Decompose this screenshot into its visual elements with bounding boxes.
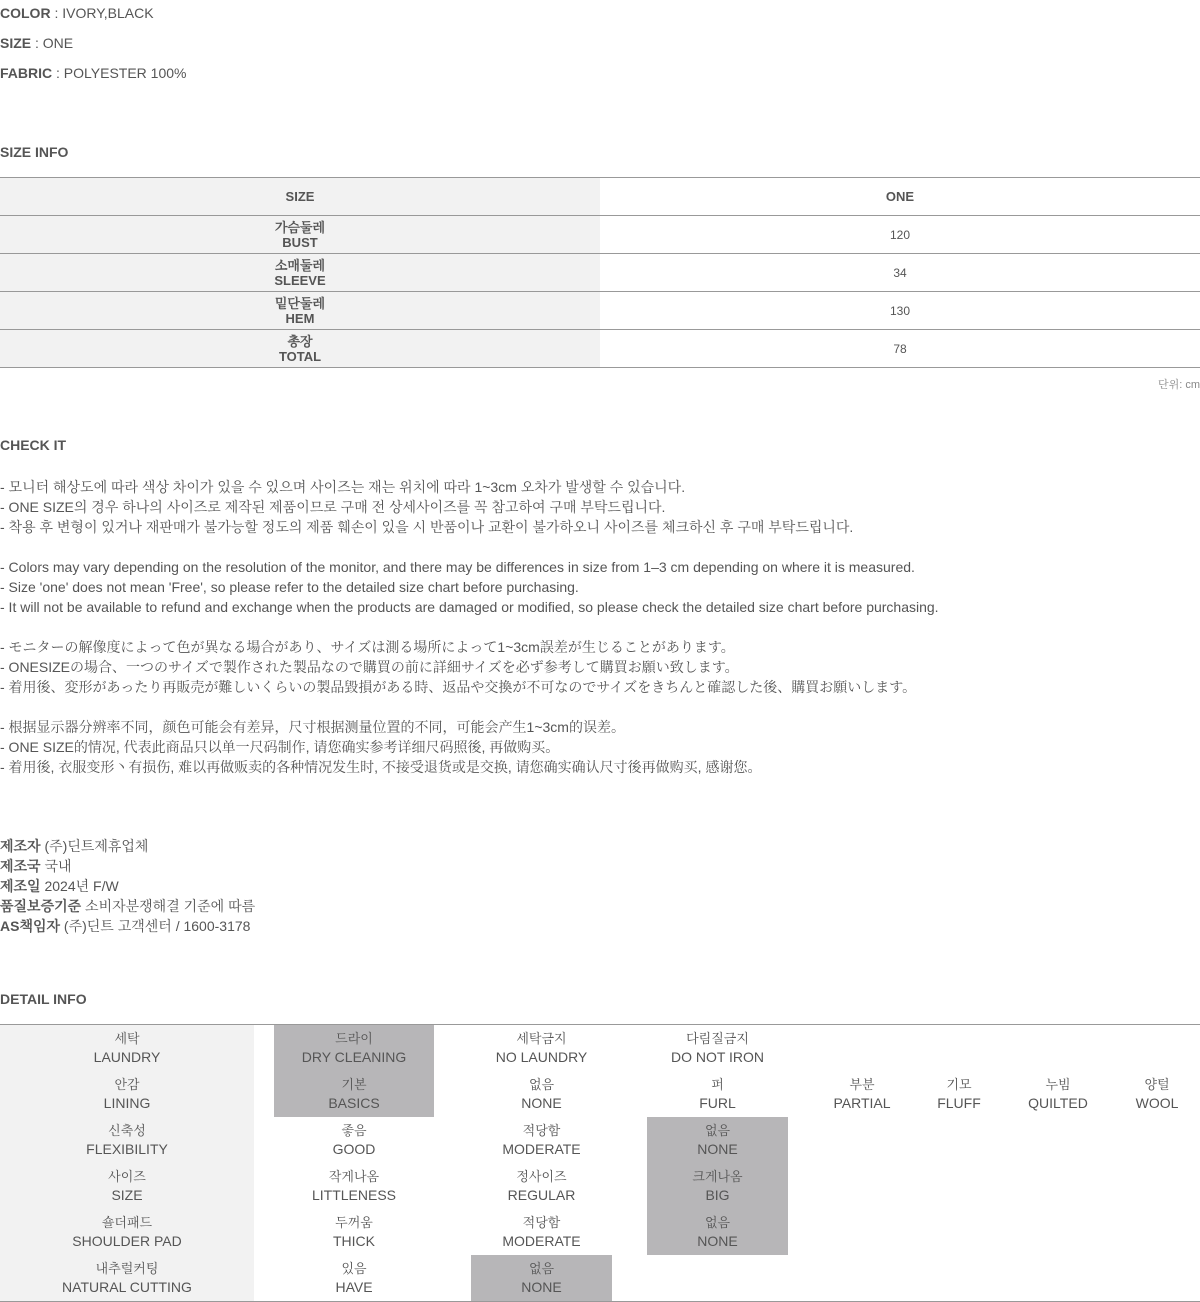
label-en: TOTAL bbox=[278, 348, 322, 364]
option-ko: 정사이즈 bbox=[516, 1169, 567, 1184]
option-ko: 작게나옴 bbox=[328, 1169, 380, 1184]
size-row-label bbox=[0, 254, 600, 291]
note-line: - It will not be available to refund and exchange when the products are damaged or modified, so please check the detailed size chart before purchasing. bbox=[0, 599, 939, 615]
size-row-label bbox=[0, 216, 600, 253]
option-en: REGULAR bbox=[507, 1187, 576, 1203]
option-en: MODERATE bbox=[502, 1141, 581, 1157]
option-ko: 누빔 bbox=[1045, 1077, 1071, 1092]
note-line: - 着用後、変形があったり再販売が難しいくらいの製品毀損がある時、返品や交換が不可なのでサイズをきちんと確認した後、購買お願いします。 bbox=[0, 679, 917, 695]
option-ko: 세탁금지 bbox=[516, 1031, 567, 1046]
size-row-total bbox=[0, 330, 1200, 368]
detail-option-selected bbox=[647, 1209, 788, 1255]
size-row-hem bbox=[0, 292, 1200, 330]
note-line: - Colors may vary depending on the resolution of the monitor, and there may be differences in size from 1–3 cm depending on where it is measured. bbox=[0, 559, 915, 575]
spec-size bbox=[0, 35, 73, 51]
spec-label: SIZE bbox=[0, 35, 32, 51]
spec-color bbox=[0, 5, 154, 21]
detail-option bbox=[1013, 1071, 1103, 1117]
label-ko: 총장 bbox=[287, 333, 313, 349]
option-en: THICK bbox=[333, 1233, 375, 1249]
maker-line bbox=[0, 896, 255, 916]
label-ko: 세탁 bbox=[114, 1031, 140, 1046]
spec-label: COLOR bbox=[0, 5, 51, 21]
detail-option bbox=[274, 1163, 434, 1209]
note-line: - 着用後, 衣服变形丶有损伤, 难以再做贩卖的各种情况发生时, 不接受退货或是交换, 请您确实确认尺寸後再做购买, 感谢您。 bbox=[0, 759, 762, 775]
option-ko: 없음 bbox=[528, 1077, 555, 1092]
option-ko: 다림질금지 bbox=[686, 1031, 749, 1046]
detail-row-label bbox=[0, 1163, 254, 1209]
option-ko: 없음 bbox=[704, 1215, 731, 1230]
size-row-value: 130 bbox=[889, 303, 911, 318]
maker-info bbox=[0, 836, 255, 936]
note-line: - モニターの解像度によって色が異なる場合があり、サイズは測る場所によって1~3cm誤差が生じることがあります。 bbox=[0, 639, 735, 655]
option-ko: 기모 bbox=[946, 1077, 972, 1092]
size-row-value: 120 bbox=[889, 227, 911, 242]
maker-label: 제조자 bbox=[0, 838, 41, 854]
maker-line bbox=[0, 856, 255, 876]
detail-option-selected bbox=[274, 1071, 434, 1117]
detail-row-label bbox=[0, 1071, 254, 1117]
detail-row-label bbox=[0, 1025, 254, 1071]
option-en: HAVE bbox=[335, 1279, 373, 1295]
note-line: - 根据显示器分辨率不同，颜色可能会有差异，尺寸根据测量位置的不同，可能会产生1~3cm的误差。 bbox=[0, 719, 625, 735]
maker-value: (주)딘트제휴업체 bbox=[40, 838, 149, 854]
label-en: HEM bbox=[285, 310, 315, 326]
option-ko: 적당함 bbox=[522, 1123, 561, 1138]
option-en: NONE bbox=[521, 1095, 562, 1111]
option-ko: 퍼 bbox=[711, 1077, 724, 1092]
maker-value: 2024년 F/W bbox=[40, 878, 119, 894]
spec-label: FABRIC bbox=[0, 65, 53, 81]
maker-line bbox=[0, 916, 255, 936]
option-en: NONE bbox=[697, 1233, 738, 1249]
option-en: LITTLENESS bbox=[311, 1187, 397, 1203]
size-row-bust bbox=[0, 216, 1200, 254]
option-en: NONE bbox=[697, 1141, 738, 1157]
detail-option bbox=[274, 1255, 434, 1301]
detail-row-label bbox=[0, 1209, 254, 1255]
size-header-label: SIZE bbox=[0, 178, 600, 215]
note-line: - ONE SIZE的情况, 代表此商品只以单一尺码制作, 请您确实参考详细尺码照後, 再做购买。 bbox=[0, 739, 560, 755]
size-row-value: 78 bbox=[893, 341, 907, 356]
option-en: PARTIAL bbox=[833, 1095, 891, 1111]
spec-value: : POLYESTER 100% bbox=[52, 65, 187, 81]
detail-row-label bbox=[0, 1255, 254, 1301]
maker-label: 품질보증기준 bbox=[0, 898, 82, 914]
detail-option-selected bbox=[647, 1163, 788, 1209]
detail-option-selected bbox=[471, 1255, 612, 1301]
option-en: FLUFF bbox=[937, 1095, 981, 1111]
label-en: LAUNDRY bbox=[93, 1049, 161, 1065]
option-ko: 크게나옴 bbox=[692, 1169, 743, 1184]
size-table bbox=[0, 177, 1200, 368]
note-line: - ONESIZEの場合、一つのサイズで製作された製品なので購買の前に詳細サイズを必ず参考して購買お願い致します。 bbox=[0, 659, 739, 675]
detail-option bbox=[812, 1071, 912, 1117]
label-ko: 가슴둘레 bbox=[274, 219, 326, 235]
detail-option bbox=[919, 1071, 999, 1117]
detail-option bbox=[1117, 1071, 1197, 1117]
detail-option bbox=[471, 1117, 612, 1163]
maker-line bbox=[0, 836, 255, 856]
option-en: MODERATE bbox=[502, 1233, 581, 1249]
size-row-label bbox=[0, 330, 600, 367]
option-ko: 없음 bbox=[528, 1261, 555, 1276]
option-en: NO LAUNDRY bbox=[495, 1049, 588, 1065]
option-ko: 적당함 bbox=[522, 1215, 561, 1230]
spec-value: : ONE bbox=[31, 35, 74, 51]
maker-label: 제조국 bbox=[0, 858, 41, 874]
unit-note: 단위: cm bbox=[1157, 379, 1200, 391]
option-ko: 부분 bbox=[849, 1077, 875, 1092]
option-ko: 좋음 bbox=[341, 1123, 367, 1138]
option-en: NONE bbox=[521, 1279, 562, 1295]
detail-info-title: DETAIL INFO bbox=[0, 991, 87, 1007]
detail-option bbox=[274, 1117, 434, 1163]
label-en: BUST bbox=[282, 234, 318, 250]
label-en: SLEEVE bbox=[274, 272, 326, 288]
label-ko: 밑단둘레 bbox=[274, 295, 326, 311]
size-info-title: SIZE INFO bbox=[0, 144, 69, 160]
check-it-notes bbox=[0, 477, 939, 777]
maker-label: 제조일 bbox=[0, 878, 41, 894]
option-ko: 없음 bbox=[704, 1123, 731, 1138]
maker-value: 소비자분쟁해결 기준에 따름 bbox=[81, 898, 256, 914]
detail-option bbox=[471, 1163, 612, 1209]
option-en: FURL bbox=[699, 1095, 736, 1111]
option-en: BIG bbox=[705, 1187, 730, 1203]
option-en: WOOL bbox=[1135, 1095, 1179, 1111]
label-en: SHOULDER PAD bbox=[72, 1233, 182, 1249]
option-en: QUILTED bbox=[1028, 1095, 1088, 1111]
option-en: DRY CLEANING bbox=[301, 1049, 407, 1065]
spec-fabric bbox=[0, 65, 186, 81]
option-en: DO NOT IRON bbox=[670, 1049, 765, 1065]
label-ko: 내추럴커팅 bbox=[95, 1261, 159, 1276]
check-it-title: CHECK IT bbox=[0, 437, 67, 453]
note-line: - 모니터 해상도에 따라 색상 차이가 있을 수 있으며 사이즈는 재는 위치에 따라 1~3cm 오차가 발생할 수 있습니다. bbox=[0, 479, 686, 495]
maker-line bbox=[0, 876, 255, 896]
size-row-label bbox=[0, 292, 600, 329]
option-en: GOOD bbox=[332, 1141, 376, 1157]
option-ko: 있음 bbox=[341, 1261, 367, 1276]
option-ko: 드라이 bbox=[335, 1031, 373, 1046]
label-ko: 안감 bbox=[114, 1077, 140, 1092]
size-header-value: ONE bbox=[885, 189, 915, 204]
maker-value: (주)딘트 고객센터 / 1600-3178 bbox=[60, 918, 251, 934]
option-en: BASICS bbox=[328, 1095, 380, 1111]
note-line: - 착용 후 변형이 있거나 재판매가 불가능할 정도의 제품 훼손이 있을 시 반품이나 교환이 불가하오니 사이즈를 체크하신 후 구매 부탁드립니다. bbox=[0, 519, 854, 535]
option-ko: 두꺼움 bbox=[335, 1215, 373, 1230]
label-en: LINING bbox=[103, 1095, 151, 1111]
option-ko: 양털 bbox=[1144, 1077, 1170, 1092]
maker-label: AS책임자 bbox=[0, 918, 61, 934]
label-ko: 사이즈 bbox=[108, 1169, 146, 1184]
detail-option bbox=[471, 1025, 612, 1071]
detail-option bbox=[647, 1071, 788, 1117]
label-ko: 소매둘레 bbox=[274, 257, 326, 273]
label-en: SIZE bbox=[111, 1187, 143, 1203]
detail-row-label bbox=[0, 1117, 254, 1163]
spec-value: : IVORY,BLACK bbox=[50, 5, 154, 21]
label-ko: 숄더패드 bbox=[101, 1215, 153, 1230]
maker-value: 국내 bbox=[40, 858, 72, 874]
note-line: - Size 'one' does not mean 'Free', so please refer to the detailed size chart before purchasing. bbox=[0, 579, 579, 595]
detail-option-selected bbox=[274, 1025, 434, 1071]
label-en: FLEXIBILITY bbox=[86, 1141, 168, 1157]
detail-option bbox=[471, 1209, 612, 1255]
detail-option bbox=[274, 1209, 434, 1255]
note-line: - ONE SIZE의 경우 하나의 사이즈로 제작된 제품이므로 구매 전 상세사이즈를 꼭 참고하여 구매 부탁드립니다. bbox=[0, 499, 666, 515]
label-ko: 신축성 bbox=[108, 1123, 146, 1138]
size-table-header bbox=[0, 178, 1200, 216]
detail-table bbox=[0, 1024, 1200, 1302]
detail-option-selected bbox=[647, 1117, 788, 1163]
size-row-sleeve bbox=[0, 254, 1200, 292]
label-en: NATURAL CUTTING bbox=[62, 1279, 192, 1295]
option-ko: 기본 bbox=[341, 1077, 367, 1092]
detail-option bbox=[471, 1071, 612, 1117]
detail-option bbox=[647, 1025, 788, 1071]
size-row-value: 34 bbox=[893, 265, 907, 280]
